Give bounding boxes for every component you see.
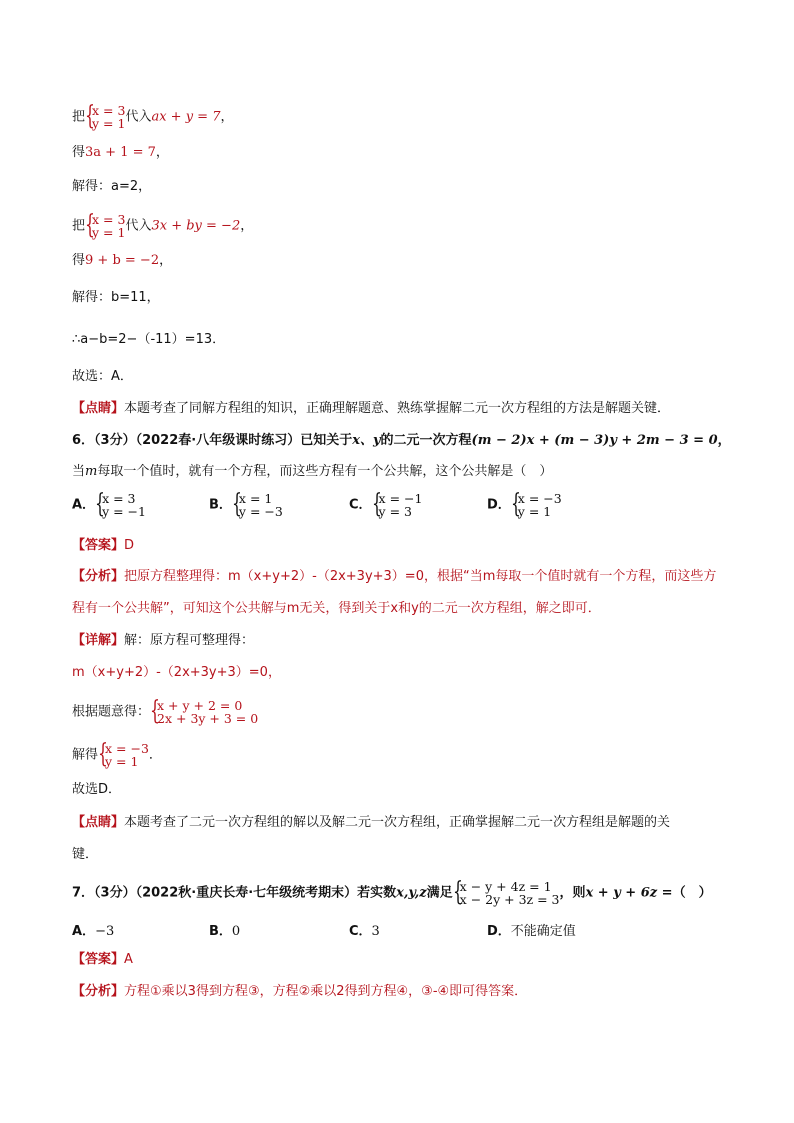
equation-system: { x = −3 y = 1	[98, 739, 149, 769]
q7-option-c[interactable]: C．3	[349, 924, 380, 939]
line-result-2: 得9 + b = −2，	[72, 253, 173, 268]
tip-tag: 【点睛】	[72, 401, 125, 416]
equation-system: { x = 3 y = 1	[85, 101, 126, 131]
q6-answer: 【答案】D	[72, 538, 135, 553]
q6-detail-line2: m（x+y+2）-（2x+3y+3）=0，	[72, 665, 281, 680]
q6-choose: 故选D．	[72, 782, 122, 797]
q6-stem-line1: 6．（3分）（2022春·八年级课时练习）已知关于x、y的二元一次方程(m − 2)x + (m − 3)y + 2m − 3 = 0，	[72, 433, 731, 448]
q6-detail-line3: 根据题意得： { x + y + 2 = 0 2x + 3y + 3 = 0	[72, 696, 259, 726]
line-substitute-1: 把 { x = 3 y = 1 代入ax + y = 7，	[72, 101, 234, 131]
q6-tip-line1: 【点睛】本题考查了二元一次方程组的解以及解二元一次方程组，正确掌握解二元一次方程组是解题的关	[72, 815, 671, 830]
line-solve-b: 解得：b=11，	[72, 290, 160, 305]
tip-line: 【点睛】本题考查了同解方程组的知识，正确理解题意、熟练掌握解二元一次方程组的方法是解题关键．	[72, 401, 671, 416]
q6-tip-line2: 键．	[72, 847, 99, 862]
q7-option-b[interactable]: B．0	[209, 924, 241, 939]
q7-answer: 【答案】A	[72, 952, 133, 967]
q6-analysis-line1: 【分析】把原方程整理得：m（x+y+2）-（2x+3y+3）=0，根据“当m每取一个值时就有一个方程，而这些方	[72, 569, 717, 584]
line-solve-a: 解得：a=2，	[72, 179, 152, 194]
q6-option-b[interactable]: B． { x = 1 y = −3	[209, 489, 283, 519]
line-result-1: 得3a + 1 = 7，	[72, 145, 169, 160]
q6-option-a[interactable]: A． { x = 3 y = −1	[72, 489, 146, 519]
q7-option-a[interactable]: A．−3	[72, 924, 115, 939]
q7-analysis: 【分析】方程①乘以3得到方程③，方程②乘以2得到方程④，③-④即可得答案．	[72, 984, 528, 999]
q6-option-d[interactable]: D． { x = −3 y = 1	[487, 489, 562, 519]
q6-detail-line4: 解得 { x = −3 y = 1 ．	[72, 739, 162, 769]
equation-system: { x = 3 y = 1	[85, 210, 126, 240]
q7-option-d[interactable]: D．不能确定值	[487, 924, 576, 939]
line-substitute-2: 把 { x = 3 y = 1 代入3x + by = −2，	[72, 210, 254, 240]
q6-analysis-line2: 程有一个公共解”，可知这个公共解与m无关，得到关于x和y的二元一次方程组，解之即可．	[72, 601, 601, 616]
q6-detail-line1: 【详解】解：原方程可整理得：	[72, 633, 255, 648]
equation-system: { x + y + 2 = 0 2x + 3y + 3 = 0	[150, 696, 259, 726]
line-choose-a: 故选：A．	[72, 369, 133, 384]
q6-stem-line2: 当m每取一个值时，就有一个方程，而这些方程有一个公共解，这个公共解是（ ）	[72, 464, 553, 479]
q7-stem: 7．（3分）（2022秋·重庆长寿·七年级统考期末）若实数x,y,z满足 { x − y + 4z = 1 x − 2y + 3z = 3 ，则x + y + 6z =（ ）	[72, 877, 712, 907]
q6-option-c[interactable]: C． { x = −1 y = 3	[349, 489, 423, 519]
line-conclusion: ∴a−b=2−（-11）=13．	[72, 332, 226, 347]
